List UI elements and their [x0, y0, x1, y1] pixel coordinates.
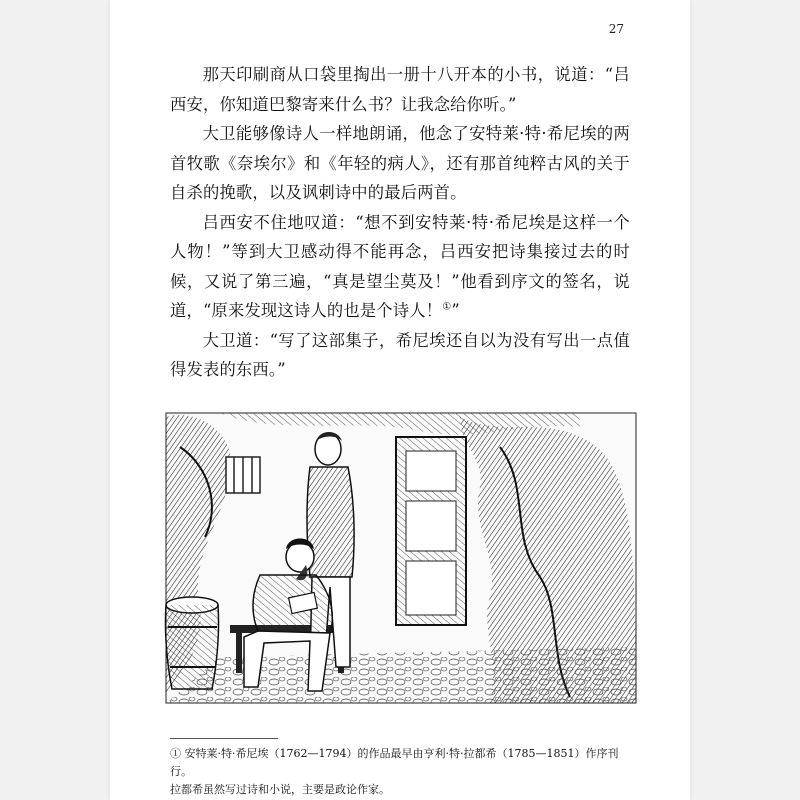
- page-number: 27: [608, 22, 624, 36]
- book-page: [110, 0, 690, 800]
- paragraph-4: 大卫道：“写了这部集子，希尼埃还自以为没有写出一点值得发表的东西。”: [170, 330, 630, 379]
- footnote-1-line-1: ① 安特莱·特·希尼埃（1762—1794）的作品最早由亨利·特·拉都希（1785—1851）作序刊行。: [170, 747, 619, 778]
- footnote-divider: [170, 738, 278, 739]
- paragraph-3-text: 吕西安不住地叹道：“想不到安特莱·特·希尼埃是这样一个人物！”等到大卫感动得不能再念，吕西安把诗集接过去的时候，又说了第三遍，“真是望尘莫及！”他看到序文的签名，说道，“原来发现这诗人的也是个诗人！: [170, 212, 630, 320]
- paragraph-2: 大卫能够像诗人一样地朗诵，他念了安特莱·特·希尼埃的两首牧歌《奈埃尔》和《年轻的病人》，还有那首纯粹古风的关于自杀的挽歌，以及讽刺诗中的最后两首。: [170, 124, 630, 202]
- paragraph-3: [170, 208, 630, 326]
- paragraph-3-closing-quote: ”: [451, 301, 460, 320]
- footnote-1-line-2: 拉都希虽然写过诗和小说，主要是政论作家。: [170, 783, 390, 796]
- body-text: [170, 60, 630, 385]
- engraving-illustration: [160, 407, 642, 709]
- footnote-reference[interactable]: ①: [442, 301, 452, 313]
- paragraph-1: 那天印刷商从口袋里掏出一册十八开本的小书，说道：“吕西安，你知道巴黎寄来什么书？让我念给你听。”: [170, 65, 630, 114]
- footnotes: [170, 745, 640, 799]
